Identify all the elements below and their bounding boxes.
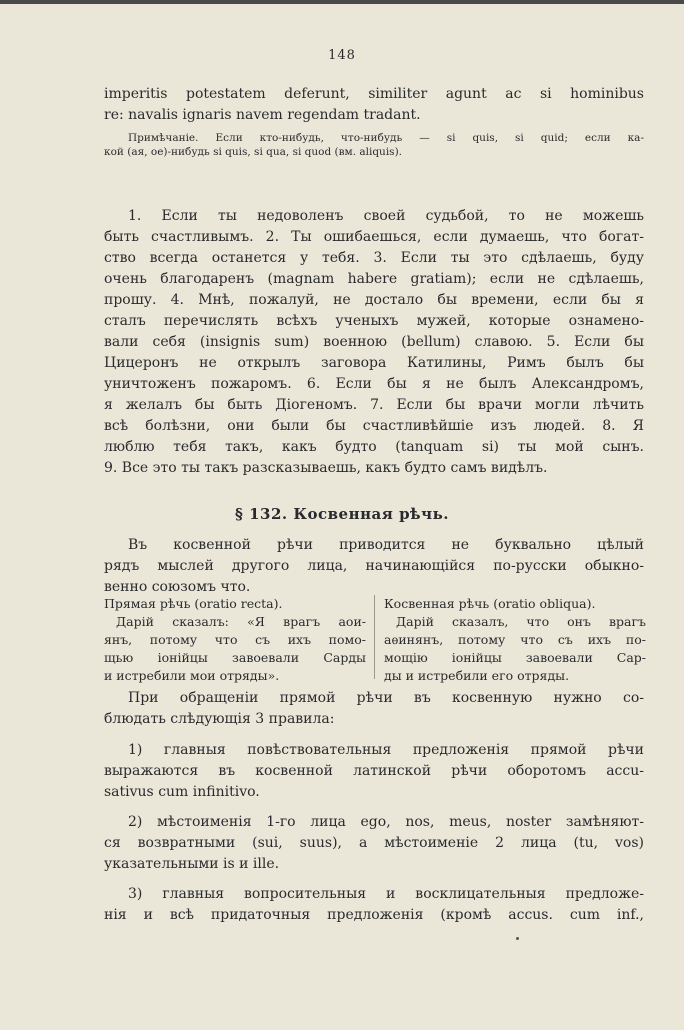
speech-comparison bbox=[104, 595, 644, 685]
rule-line: ся возвратными (sui, suus), а мѣстоименіе 2 лица (tu, vos) bbox=[104, 835, 644, 851]
text-line: re: navalis ignaris navem regendam tradant. bbox=[104, 107, 421, 123]
rules-intro-line: блюдать слѣдующія 3 правила: bbox=[104, 711, 335, 727]
rule-1-paragraph bbox=[104, 740, 644, 803]
exercise-line: я желалъ бы быть Діогеномъ. 7. Если бы врачи могли лѣчить bbox=[104, 397, 644, 413]
column-line: ды и истребили его отряды. bbox=[384, 668, 570, 683]
exercise-line: уничтоженъ пожаромъ. 6. Если бы я не былъ Александромъ, bbox=[104, 376, 644, 392]
column-line: мощію іонійцы завоевали Сар- bbox=[384, 650, 646, 665]
exercise-paragraph bbox=[104, 206, 644, 479]
column-line: Дарій сказалъ, что онъ врагъ bbox=[396, 614, 646, 629]
column-heading: Косвенная рѣчь (oratio obliqua). bbox=[384, 596, 596, 611]
rule-2-paragraph bbox=[104, 812, 644, 875]
column-heading: Прямая рѣчь (oratio recta). bbox=[104, 596, 283, 611]
column-line: Дарій сказалъ: «Я врагъ аои- bbox=[116, 614, 366, 629]
column-line: щью іонійцы завоевали Сарды bbox=[104, 650, 366, 665]
column-line: янъ, потому что съ ихъ помо- bbox=[104, 632, 366, 647]
exercise-line: сталъ перечислять всѣхъ ученыхъ мужей, которые ознамено- bbox=[104, 313, 644, 329]
exercise-line: вали себя (insignis sum) военною (bellum) славою. 5. Если бы bbox=[104, 334, 644, 350]
exercise-line: 9. Все это ты такъ разсказываешь, какъ будто самъ видѣлъ. bbox=[104, 460, 548, 476]
section-heading: § 132. Косвенная рѣчь. bbox=[235, 505, 449, 523]
top-page-edge bbox=[0, 0, 684, 4]
top-paragraph bbox=[104, 84, 644, 126]
column-line: аѳинянъ, потому что съ ихъ по- bbox=[384, 632, 646, 647]
rule-line: 3) главныя вопросительныя и восклицательныя предложе- bbox=[128, 886, 644, 902]
rules-intro-paragraph bbox=[104, 688, 644, 730]
note-line: Примѣчаніе. Если кто-нибудь, что-нибудь — si quis, si quid; если ка- bbox=[128, 132, 644, 144]
text-line: imperitis potestatem deferunt, similiter agunt ac si hominibus bbox=[104, 86, 644, 102]
direct-speech-column bbox=[104, 595, 366, 685]
rule-3-paragraph bbox=[104, 884, 644, 926]
indirect-speech-column bbox=[384, 595, 646, 685]
page-number: 148 bbox=[328, 48, 356, 63]
rule-line: нія и всѣ придаточныя предложенія (кромѣ accus. cum inf., bbox=[104, 907, 644, 923]
ink-speck bbox=[516, 937, 519, 940]
exercise-line: быть счастливымъ. 2. Ты ошибаешься, если думаешь, что богат- bbox=[104, 229, 644, 245]
rule-line: выражаются въ косвенной латинской рѣчи оборотомъ accu- bbox=[104, 763, 644, 779]
intro-paragraph bbox=[104, 535, 644, 598]
exercise-line: 1. Если ты недоволенъ своей судьбой, то не можешь bbox=[128, 208, 644, 224]
rule-line: 2) мѣстоименія 1-го лица ego, nos, meus, noster замѣняют- bbox=[128, 814, 644, 830]
column-line: и истребили мои отряды». bbox=[104, 668, 280, 683]
exercise-line: прошу. 4. Мнѣ, пожалуй, не достало бы времени, если бы я bbox=[104, 292, 644, 308]
exercise-line: очень благодаренъ (magnam habere gratiam); если не сдѣлаешь, bbox=[104, 271, 644, 287]
rule-line: 1) главныя повѣствовательныя предложенія прямой рѣчи bbox=[128, 742, 644, 758]
note-paragraph bbox=[104, 131, 644, 159]
exercise-line: Цицеронъ не открылъ заговора Катилины, Римъ былъ бы bbox=[104, 355, 644, 371]
rule-line: указательными is и ille. bbox=[104, 856, 280, 872]
intro-line: венно союзомъ что. bbox=[104, 579, 251, 595]
note-line: кой (ая, ое)-нибудь si quis, si qua, si quod (вм. aliquis). bbox=[104, 146, 403, 158]
column-divider bbox=[374, 595, 375, 679]
rule-line: sativus cum infinitivo. bbox=[104, 784, 260, 800]
intro-line: рядъ мыслей другого лица, начинающійся по-русски обыкно- bbox=[104, 558, 644, 574]
exercise-line: люблю тебя такъ, какъ будто (tanquam si) ты мой сынъ. bbox=[104, 439, 644, 455]
exercise-line: ство всегда останется у тебя. 3. Если ты это сдѣлаешь, буду bbox=[104, 250, 644, 266]
intro-line: Въ косвенной рѣчи приводится не буквально цѣлый bbox=[128, 537, 644, 553]
exercise-line: всѣ болѣзни, они были бы счастливѣйшіе изъ людей. 8. Я bbox=[104, 418, 644, 434]
rules-intro-line: При обращеніи прямой рѣчи въ косвенную нужно со- bbox=[128, 690, 644, 706]
